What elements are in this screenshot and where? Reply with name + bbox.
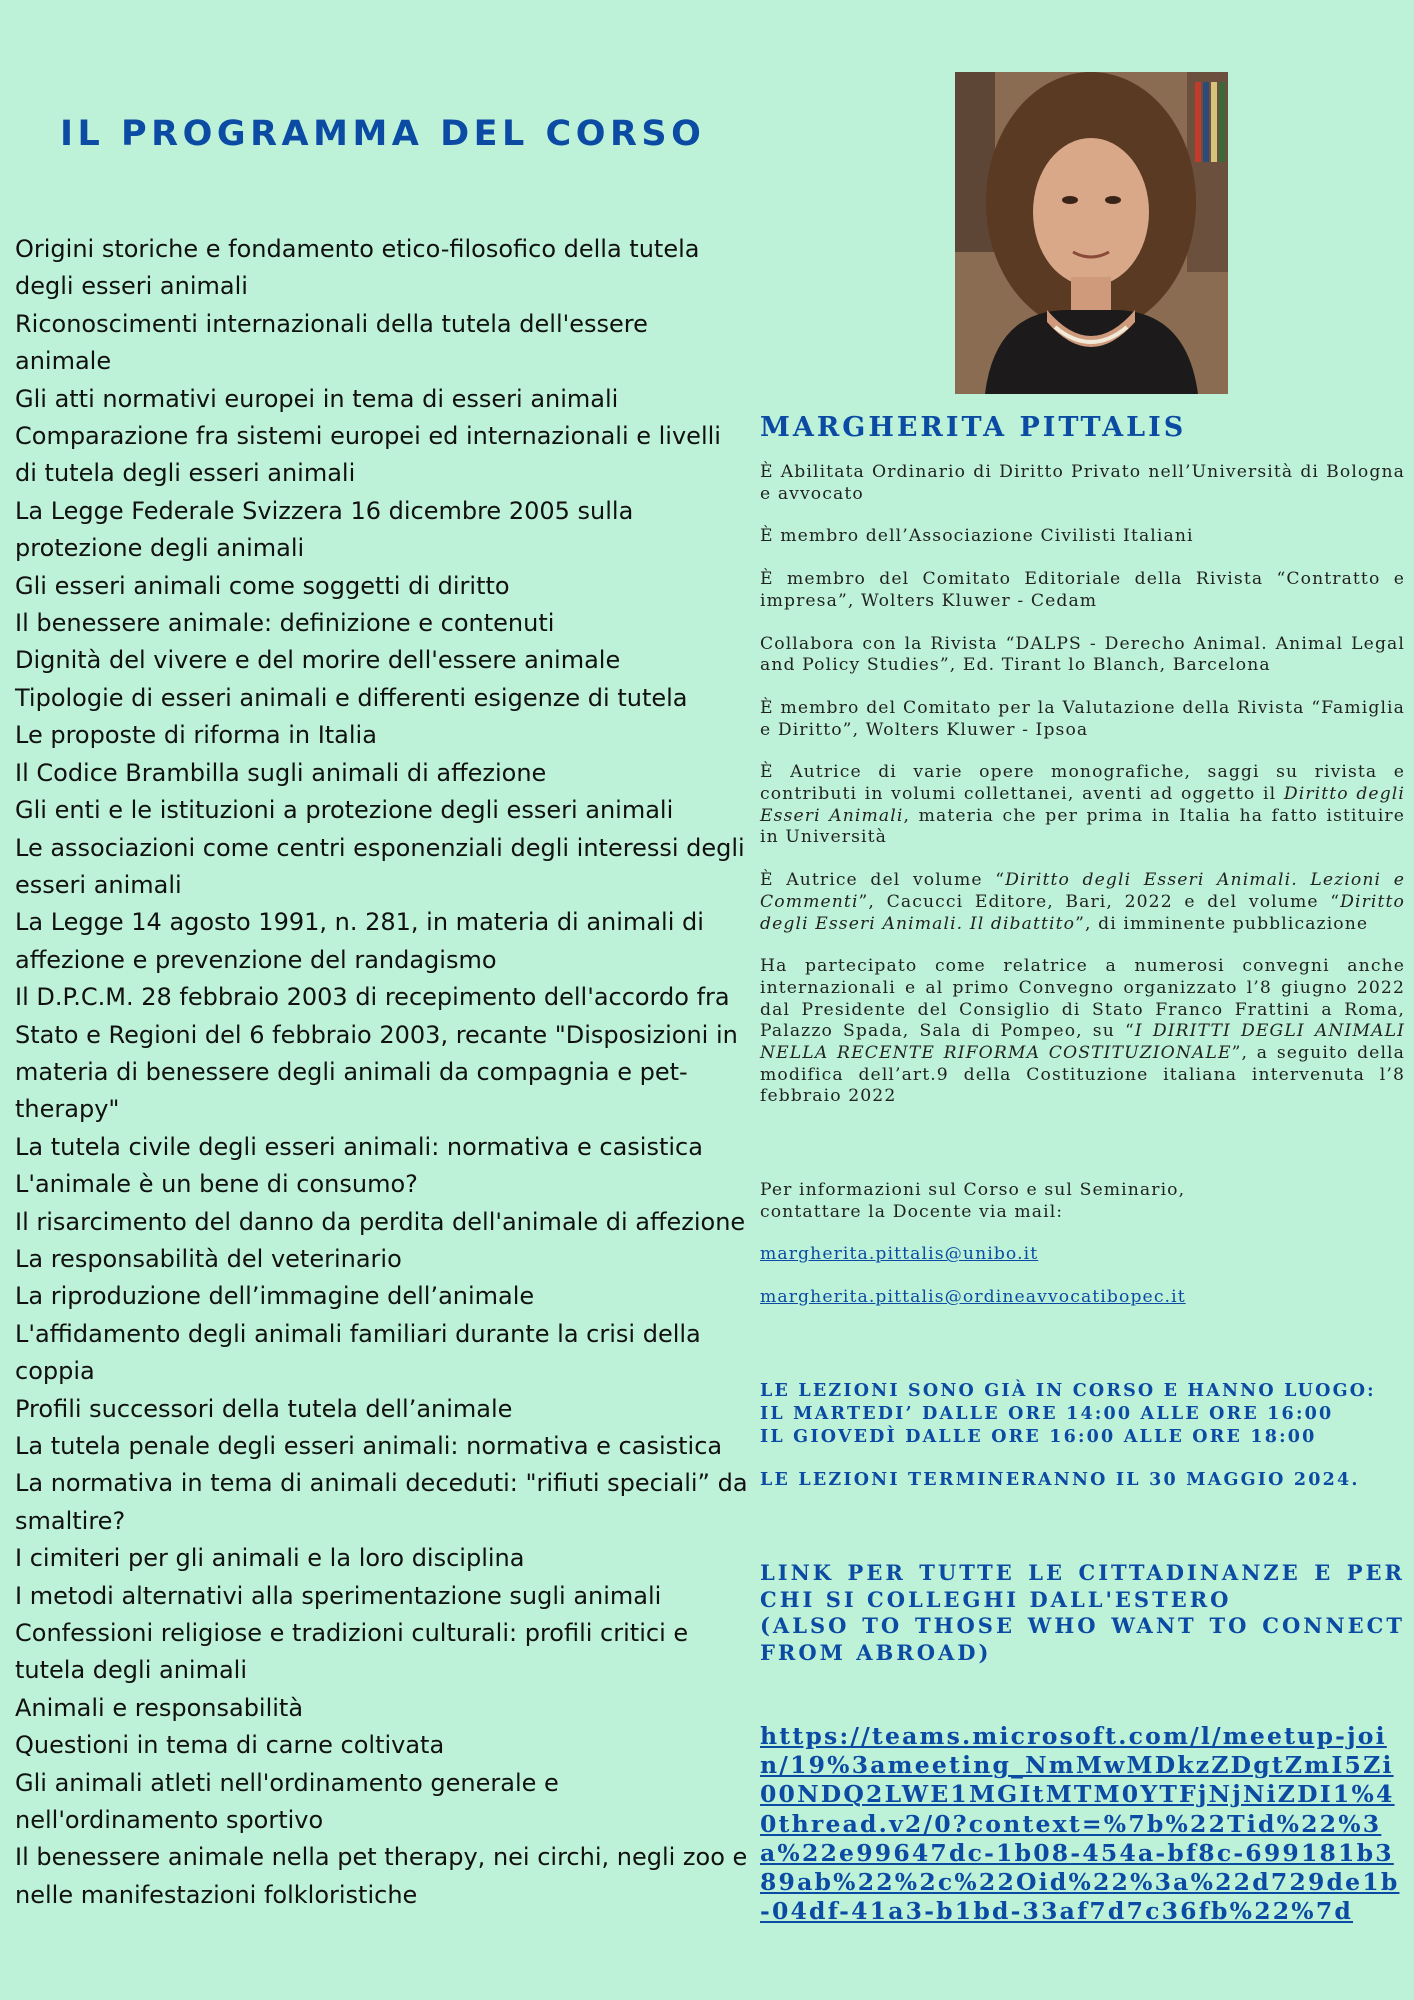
schedule-line: LE LEZIONI SONO GIÀ IN CORSO E HANNO LUOGO: xyxy=(760,1381,1376,1401)
schedule-line: IL GIOVEDÌ DALLE ORE 16:00 ALLE ORE 18:00 xyxy=(760,1427,1317,1447)
list-item: Questioni in tema di carne coltivata xyxy=(15,1731,445,1760)
list-item: Gli animali atleti nell'ordinamento generale e nell'ordinamento sportivo xyxy=(15,1768,559,1835)
list-item: La Legge 14 agosto 1991, n. 281, in materia di animali di affezione e prevenzione del randagismo xyxy=(15,908,704,974)
bio-paragraph: È Abilitata Ordinario di Diritto Privato nell’Università di Bologna e avvocato xyxy=(760,462,1405,504)
email-row xyxy=(760,1244,1405,1266)
list-item: Il D.P.C.M. 28 febbraio 2003 di recepimento dell'accordo fra Stato e Regioni del 6 febbraio 2003, recante "Disposizioni in materia di benessere degli animali da compagnia e pet-therapy" xyxy=(15,983,738,1124)
list-item: La tutela civile degli esseri animali: normativa e casistica xyxy=(15,1132,703,1161)
list-item: Il risarcimento del danno da perdita dell'animale di affezione xyxy=(15,1207,746,1236)
list-item: Dignità del vivere e del morire dell'essere animale xyxy=(15,646,621,675)
bio-text: ”, a seguito della modifica dell’art.9 della Costituzione italiana intervenuta l’8 febbraio 2022 xyxy=(760,1043,1405,1107)
list-item: La tutela penale degli esseri animali: normativa e casistica xyxy=(15,1432,723,1460)
schedule-block xyxy=(760,1380,1405,1449)
list-item: Tipologie di esseri animali e differenti esigenze di tutela xyxy=(15,683,688,712)
bio-italic-text: Diritto degli Esseri Animali. Il dibattito xyxy=(760,891,1405,934)
bio-paragraph xyxy=(760,762,1405,849)
bio-text: , materia che per prima in Italia ha fatto istituire in Università xyxy=(760,805,1406,848)
list-item: Animali e responsabilità xyxy=(15,1693,304,1722)
list-item: Comparazione fra sistemi europei ed internazionali e livelli di tutela degli esseri animali xyxy=(15,422,721,488)
contact-section xyxy=(760,1180,1405,1330)
bio-italic-text: Diritto degli Esseri Animali. Lezioni e Commenti xyxy=(760,870,1405,912)
bio-text: È Autrice del volume “ xyxy=(760,870,1006,891)
list-item: L'affidamento degli animali familiari durante la crisi della coppia xyxy=(15,1319,701,1386)
teacher-name: MARGHERITA PITTALIS xyxy=(760,412,1187,443)
list-item: Il benessere animale nella pet therapy, nei circhi, negli zoo e nelle manifestazioni folkloristiche xyxy=(15,1843,748,1909)
list-item: Gli enti e le istituzioni a protezione degli esseri animali xyxy=(15,796,674,825)
portrait-photo xyxy=(955,72,1228,394)
bio-italic-text: Diritto degli Esseri Animali xyxy=(760,784,1406,826)
bio-paragraph: È membro dell’Associazione Civilisti Italiani xyxy=(760,526,1194,547)
contact-intro xyxy=(760,1180,1405,1223)
link-heading-line: (ALSO TO THOSE WHO WANT TO CONNECT FROM ABROAD) xyxy=(760,1613,1405,1665)
lessons-end: LE LEZIONI TERMINERANNO IL 30 MAGGIO 2024. xyxy=(760,1470,1360,1490)
bio-paragraph: È membro del Comitato per la Valutazione della Rivista “Famiglia e Diritto”, Wolters Kluwer - Ipsoa xyxy=(760,697,1405,740)
list-item: Il benessere animale: definizione e contenuti xyxy=(15,609,555,638)
list-item: I metodi alternativi alla sperimentazione sugli animali xyxy=(15,1581,662,1610)
bio-paragraph: È membro del Comitato Editoriale della Rivista “Contratto e impresa”, Wolters Kluwer - Cedam xyxy=(760,569,1405,611)
list-item: Le associazioni come centri esponenziali degli interessi degli esseri animali xyxy=(15,833,745,899)
bio-italic-text: I DIRITTI DEGLI ANIMALI NELLA RECENTE RIFORMA COSTITUZIONALE xyxy=(760,1021,1405,1064)
list-item: Le proposte di riforma in Italia xyxy=(15,721,377,750)
bio-text: ”, di imminente pubblicazione xyxy=(1075,913,1369,934)
email-link-unibo[interactable]: margherita.pittalis@unibo.it xyxy=(760,1244,1039,1265)
list-item: L'animale è un bene di consumo? xyxy=(15,1170,418,1199)
contact-intro-line: contattare la Docente via mail: xyxy=(760,1201,1064,1222)
list-item: Origini storiche e fondamento etico-filosofico della tutela degli esseri animali xyxy=(15,235,700,301)
list-item: Confessioni religiose e tradizioni culturali: profili critici e tutela degli animali xyxy=(15,1619,689,1685)
list-item: Il Codice Brambilla sugli animali di affezione xyxy=(15,758,547,787)
link-heading xyxy=(760,1560,1405,1666)
bio-paragraph xyxy=(760,870,1405,935)
email-row xyxy=(760,1287,1405,1309)
bio-paragraph: Collabora con la Rivista “DALPS - Derecho Animal. Animal Legal and Policy Studies”, Ed. Tirant lo Blanch, Barcelona xyxy=(760,633,1405,676)
page-title: IL PROGRAMMA DEL CORSO xyxy=(60,114,706,154)
portrait-illustration xyxy=(955,72,1228,394)
list-item: I cimiteri per gli animali e la loro disciplina xyxy=(15,1544,525,1573)
list-item: La Legge Federale Svizzera 16 dicembre 2005 sulla protezione degli animali xyxy=(15,496,634,563)
list-item: Riconoscimenti internazionali della tutela dell'essere animale xyxy=(15,309,648,376)
list-item: La riproduzione dell’immagine dell’animale xyxy=(15,1282,535,1311)
topic-list xyxy=(15,231,750,1914)
bio-text: ”, Cacucci Editore, Bari, 2022 e del volume “ xyxy=(858,891,1341,912)
list-item: La responsabilità del veterinario xyxy=(15,1244,402,1273)
link-heading-line: LINK PER TUTTE LE CITTADINANZE E PER CHI SI COLLEGHI DALL'ESTERO xyxy=(760,1560,1405,1612)
teams-meeting-link[interactable]: https://teams.microsoft.com/l/meetup-join/19%3ameeting_NmMwMDkzZDgtZmI5Zi00NDQ2LWE1MGItMTM0YTFjNjNiZDI1%40thread.v2/0?context=%7b%22Tid%22%3a%22e99647dc-1b08-454a-bf8c-699181b389ab%22%2c%22Oid%22%3a%22d729de1b-04df-41a3-b1bd-33af7d7c36fb%22%7d xyxy=(760,1722,1400,1926)
bio-text: È Autrice di varie opere monografiche, saggi su rivista e contributi in volumi collettanei, aventi ad oggetto il xyxy=(760,762,1405,805)
schedule-line: IL MARTEDI’ DALLE ORE 14:00 ALLE ORE 16:00 xyxy=(760,1404,1334,1424)
bio-section xyxy=(760,462,1405,1129)
list-item: Gli esseri animali come soggetti di diritto xyxy=(15,571,510,600)
contact-intro-line: Per informazioni sul Corso e sul Seminario, xyxy=(760,1180,1186,1200)
bio-text: Ha partecipato come relatrice a numerosi convegni anche internazionali e al primo Convegno organizzato l’8 giugno 2022 dal Presidente del Consiglio di Stato Franco Frattini a Roma, Palazzo Spada, Sala di Pompeo, su “ xyxy=(760,956,1405,1042)
list-item: La normativa in tema di animali deceduti: "rifiuti speciali” da smaltire? xyxy=(15,1469,748,1535)
list-item: Profili successori della tutela dell’animale xyxy=(15,1394,513,1423)
bio-paragraph xyxy=(760,956,1405,1108)
email-link-pec[interactable]: margherita.pittalis@ordineavvocatibopec.it xyxy=(760,1287,1186,1308)
list-item: Gli atti normativi europei in tema di esseri animali xyxy=(15,384,619,413)
lessons-schedule xyxy=(760,1380,1405,1512)
